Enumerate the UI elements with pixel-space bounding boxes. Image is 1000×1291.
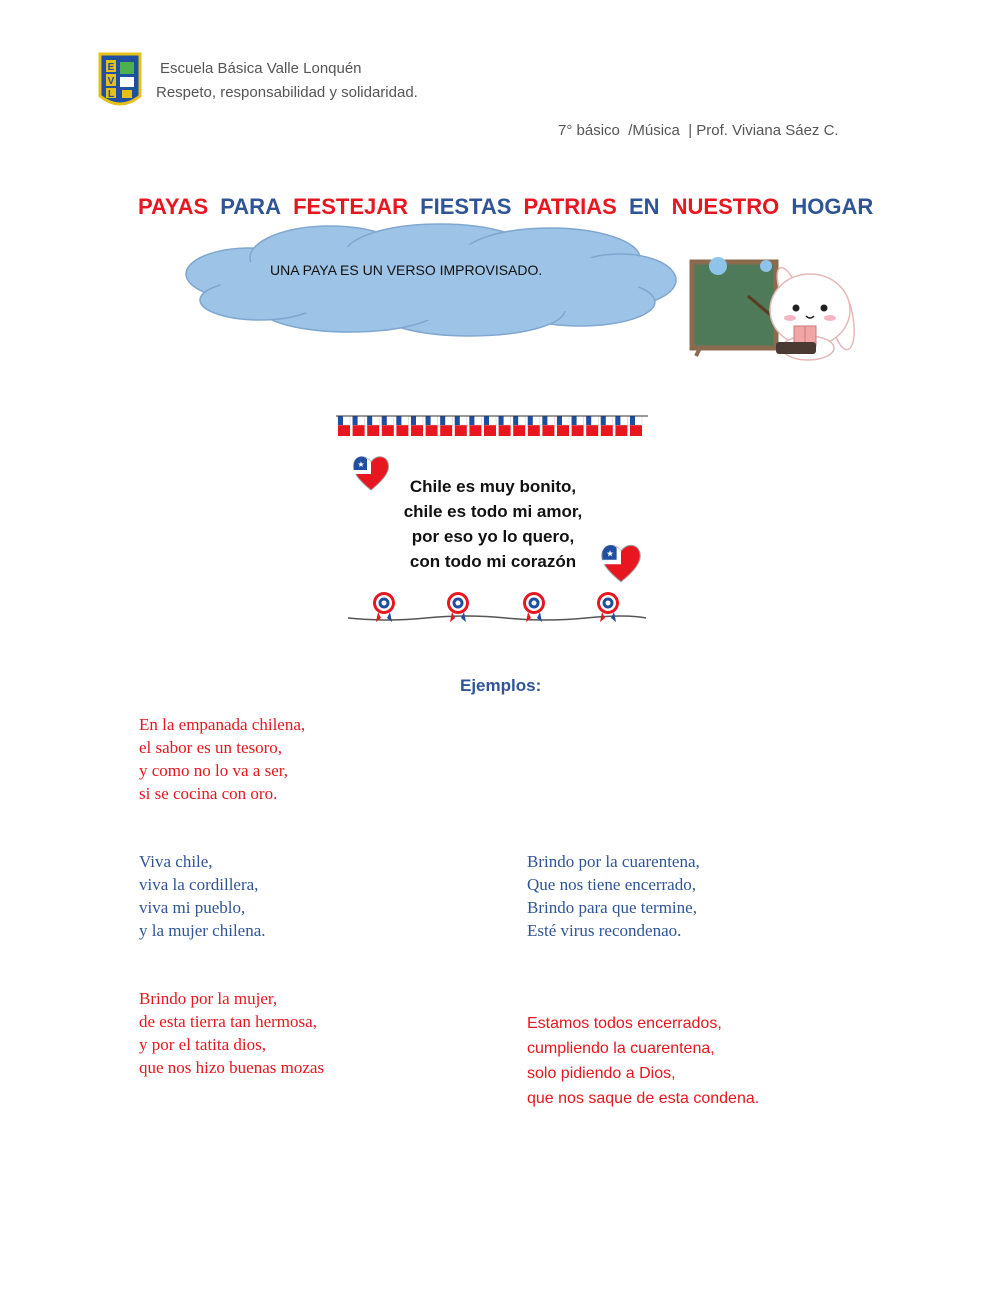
chile-flag-icon <box>469 416 481 436</box>
verse-line: Que nos tiene encerrado, <box>527 875 696 894</box>
title-word: EN <box>628 194 660 219</box>
course-line: 7° básico /Música | Prof. Viviana Sáez C. <box>558 122 839 139</box>
page-title <box>138 194 879 220</box>
verse-line: En la empanada chilena, <box>139 715 306 734</box>
title-word: HOGAR <box>791 194 874 219</box>
svg-text:E: E <box>107 62 115 73</box>
chile-flag-icon <box>630 416 642 436</box>
chile-flag-icon <box>513 416 525 436</box>
chile-flag-icon <box>557 416 569 436</box>
verse-line: que nos hizo buenas mozas <box>139 1058 325 1077</box>
chile-flag-icon <box>484 416 496 436</box>
cloud-text: UNA PAYA ES UN VERSO IMPROVISADO. <box>270 262 543 278</box>
title-word: FIESTAS <box>420 194 512 219</box>
bunny-teacher-illustration <box>686 226 860 390</box>
chile-flag-icon <box>499 416 511 436</box>
verse-line: viva mi pueblo, <box>139 898 246 917</box>
verse-line: y por el tatita dios, <box>139 1035 267 1054</box>
rosette-icon <box>373 592 395 622</box>
verse-line: solo pidiendo a Dios, <box>527 1065 676 1082</box>
svg-text:L: L <box>107 89 115 100</box>
school-logo <box>98 52 142 110</box>
verse-viva-chile <box>139 850 266 942</box>
cloud-shape <box>180 222 680 342</box>
verse-line: Brindo por la mujer, <box>139 989 278 1008</box>
poem <box>380 474 606 574</box>
school-motto: Respeto, responsabilidad y solidaridad. <box>156 84 418 101</box>
chile-flag-icon <box>338 416 350 436</box>
verse-line: Viva chile, <box>139 852 213 871</box>
verse-brindo-mujer <box>139 987 324 1079</box>
school-name: Escuela Básica Valle Lonquén <box>160 60 362 77</box>
verse-line: cumpliendo la cuarentena, <box>527 1040 715 1057</box>
title-word: FESTEJAR <box>293 194 409 219</box>
rosette-garland <box>346 590 648 626</box>
rosette-icon <box>523 592 545 622</box>
svg-text:★: ★ <box>606 549 614 560</box>
chile-flag-icon <box>528 416 540 436</box>
chile-flag-icon <box>353 416 365 436</box>
chile-flag-icon <box>440 416 452 436</box>
verse-line: Brindo para que termine, <box>527 898 697 917</box>
verse-line: de esta tierra tan hermosa, <box>139 1012 317 1031</box>
verse-line: que nos saque de esta condena. <box>527 1090 760 1107</box>
verse-brindo-cuarentena <box>527 850 700 942</box>
verse-line: si se cocina con oro. <box>139 784 278 803</box>
svg-text:V: V <box>107 76 115 87</box>
verse-line: Esté virus recondenao. <box>527 921 682 940</box>
chile-flag-icon <box>411 416 423 436</box>
verse-empanada <box>139 713 305 805</box>
chile-flag-icon <box>601 416 613 436</box>
chile-flag-icon <box>455 416 467 436</box>
poem-line: por eso yo lo quero, <box>411 527 575 546</box>
verse-line: Estamos todos encerrados, <box>527 1015 722 1032</box>
verse-line: Brindo por la cuarentena, <box>527 852 700 871</box>
verse-line: el sabor es un tesoro, <box>139 738 283 757</box>
verse-line: viva la cordillera, <box>139 875 259 894</box>
poem-line: chile es todo mi amor, <box>403 502 583 521</box>
chile-flag-icon <box>382 416 394 436</box>
chile-flag-icon <box>615 416 627 436</box>
title-word: PATRIAS <box>523 194 617 219</box>
chile-flag-icon <box>367 416 379 436</box>
title-word: PAYAS <box>138 194 209 219</box>
title-word: NUESTRO <box>671 194 780 219</box>
title-word: PARA <box>220 194 281 219</box>
poem-line: Chile es muy bonito, <box>409 477 577 496</box>
svg-text:★: ★ <box>357 460 365 469</box>
examples-label: Ejemplos: <box>460 676 542 695</box>
chile-flag-icon <box>542 416 554 436</box>
verse-encerrados <box>527 1011 759 1111</box>
chile-flag-icon <box>396 416 408 436</box>
verse-line: y como no lo va a ser, <box>139 761 288 780</box>
flag-bunting <box>336 412 648 438</box>
chile-flag-icon <box>586 416 598 436</box>
chile-flag-icon <box>426 416 438 436</box>
verse-line: y la mujer chilena. <box>139 921 266 940</box>
poem-line: con todo mi corazón <box>409 552 577 571</box>
rosette-icon <box>447 592 469 622</box>
chile-flag-icon <box>572 416 584 436</box>
